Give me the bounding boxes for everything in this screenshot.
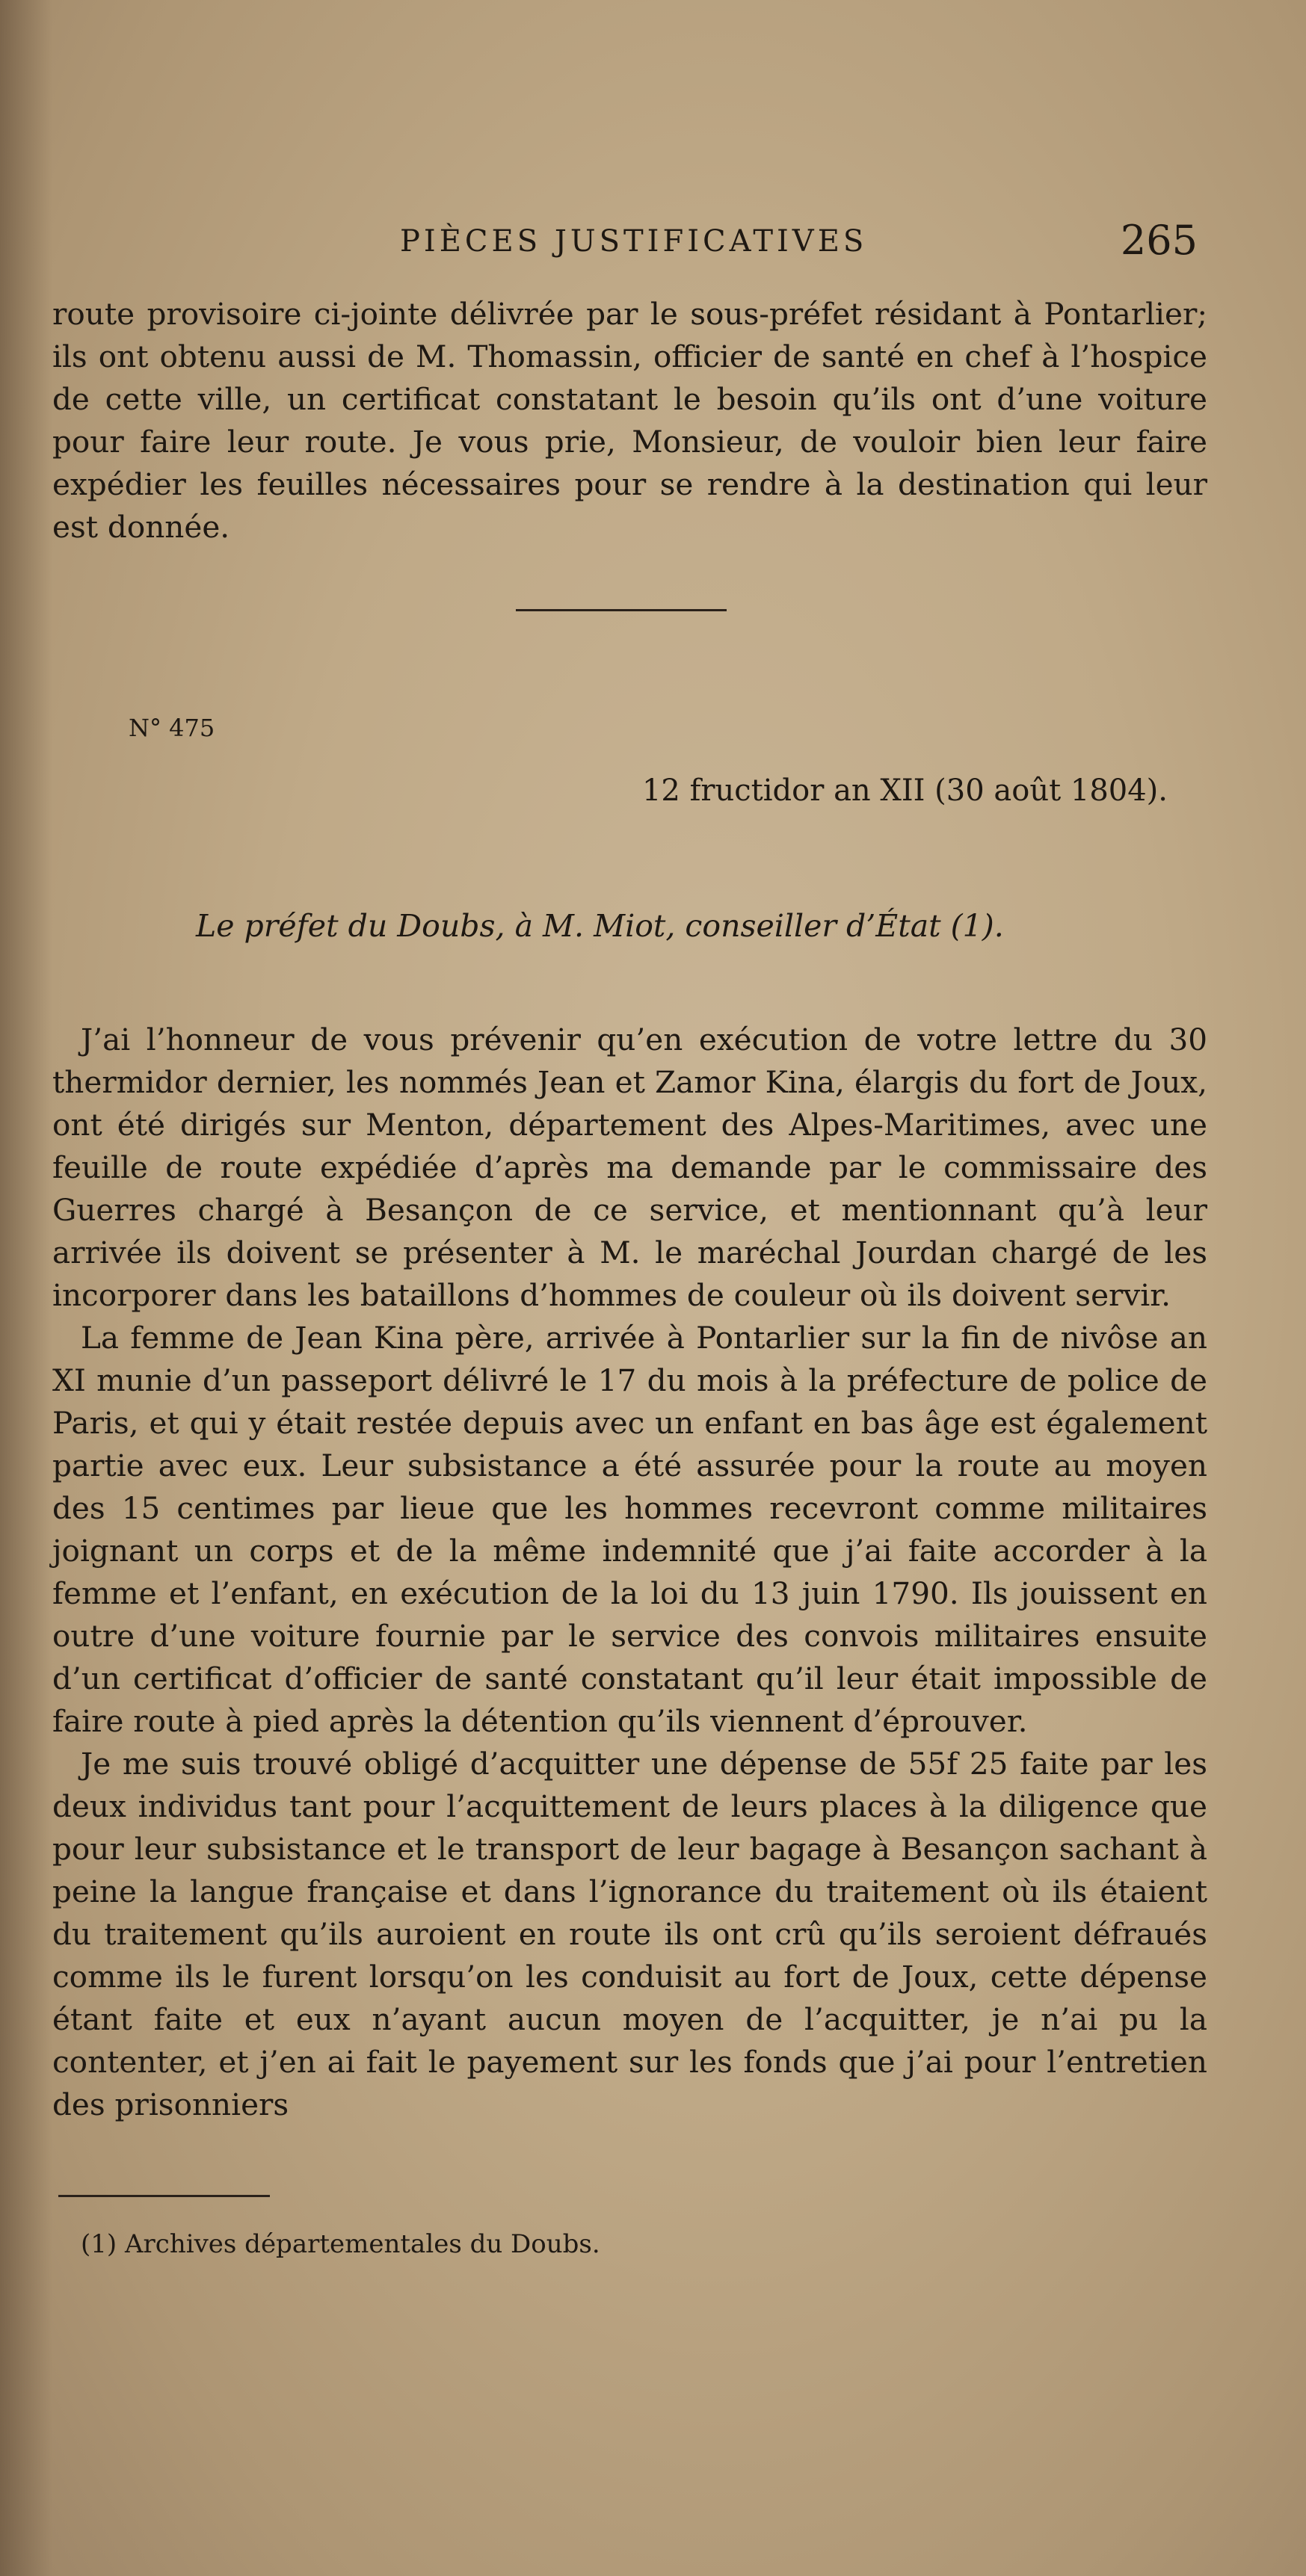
body-paragraph: La femme de Jean Kina père, arrivée à Pontarlier sur la fin de nivôse an XI munie d’un passeport délivré le 17 du mois à la préfecture de police de Paris, et qui y était restée depuis avec un enfant en bas âge est également partie avec eux. Leur subsistance a été assurée pour la route au moyen des 15 centimes par lieue que les hommes recevront comme militaires joignant un corps et de la même indemnité que j’ai faite accorder à la femme et l’enfant, en exécution de la loi du 13 juin 1790. Ils jouissent en outre d’une voiture fournie par le service des convois militaires ensuite d’un certificat d’officier de santé constatant qu’il leur était impossible de faire route à pied après la détention qu’ils viennent d’éprouver. [52, 1320, 1207, 1739]
document-number: N° 475 [129, 714, 215, 742]
running-head: PIÈCES JUSTIFICATIVES [400, 224, 868, 259]
page-number: 265 [1120, 217, 1198, 264]
footnote-divider [58, 2195, 270, 2197]
continuation-text [52, 293, 1207, 549]
body-paragraph: J’ai l’honneur de vous prévenir qu’en exécution de votre lettre du 30 thermidor dernier, les nommés Jean et Zamor Kina, élargis du fort de Joux, ont été dirigés sur Menton, département des Alpes-Maritimes, avec une feuille de route expédiée d’après ma demande par le commissaire des Guerres chargé à Besançon de ce service, et mentionnant qu’à leur arrivée ils doivent se présenter à M. le maréchal Jourdan chargé de les incorporer dans les bataillons d’hommes de couleur où ils doivent servir. [52, 1022, 1207, 1313]
document-date: 12 fructidor an XII (30 août 1804). [641, 773, 1168, 808]
document-body [52, 1019, 1207, 2126]
body-paragraph: Je me suis trouvé obligé d’acquitter une dépense de 55f 25 faite par les deux individus tant pour l’acquittement de leurs places à la diligence que pour leur subsistance et le transport de leur bagage à Besançon sachant à peine la langue française et dans l’ignorance du traitement où ils étaient du traitement qu’ils auroient en route ils ont crû qu’ils seroient défraués comme ils le furent lorsqu’on les conduisit au fort de Joux, cette dépense étant faite et eux n’ayant aucun moyen de l’acquitter, je n’ai pu la contenter, et j’en ai fait le payement sur les fonds que j’ai pour l’entretien des prisonniers [52, 1746, 1207, 2122]
footnote: (1) Archives départementales du Doubs. [81, 2229, 600, 2259]
section-divider [516, 609, 727, 611]
continuation-paragraph: route provisoire ci-jointe délivrée par le sous-préfet résidant à Pontarlier; ils ont obtenu aussi de M. Thomassin, officier de santé en chef à l’hospice de cette ville, un certificat constatant le besoin qu’ils ont d’une voiture pour faire leur route. Je vous prie, Monsieur, de vouloir bien leur faire expédier les feuilles nécessaires pour se rendre à la destination qui leur est donnée. [52, 296, 1207, 545]
page-edge-shadow [0, 0, 52, 2576]
document-title: Le préfet du Doubs, à M. Miot, conseiller d’État (1). [196, 908, 1004, 944]
